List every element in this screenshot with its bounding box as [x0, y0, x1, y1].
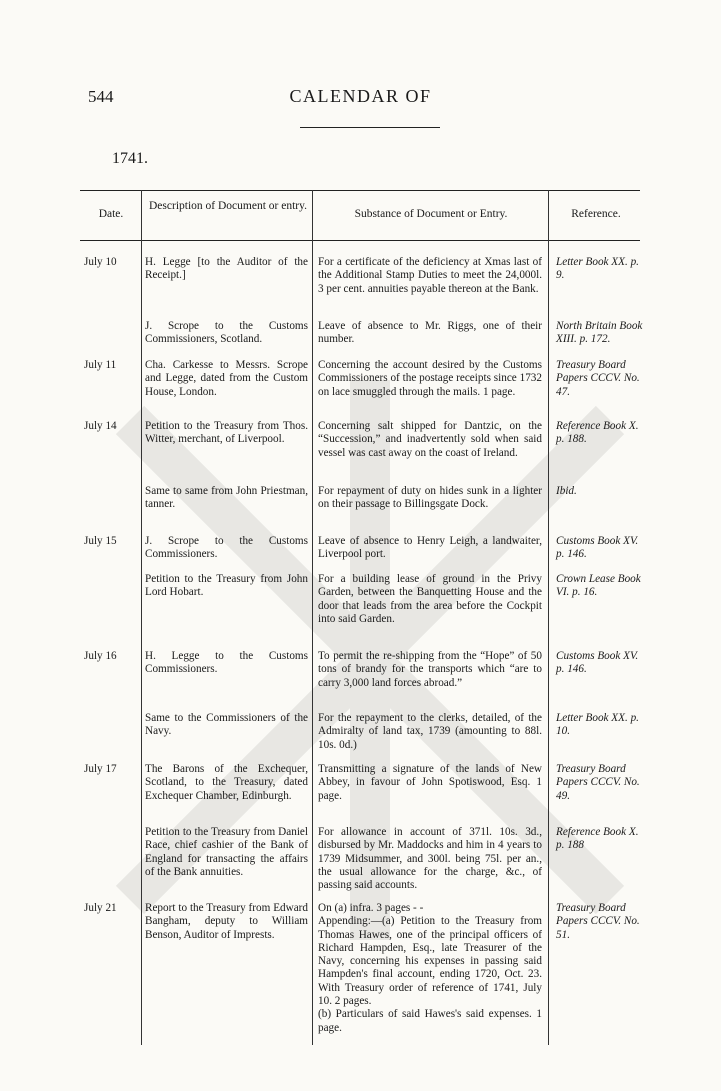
substance-line: Concerning salt shipped for Dantzic, on the “Succession,” and inadvertently sold when said vessel was cast away on the coast of Ireland. [318, 420, 542, 459]
row-description: H. Legge to the Customs Commissioners. [145, 650, 308, 676]
page-number: 544 [88, 87, 114, 106]
substance-line: (b) Particulars of said Hawes's said expenses. 1 page. [318, 1008, 542, 1034]
row-description: Report to the Treasury from Edward Bangham, deputy to William Benson, Auditor of Imprests. [145, 902, 308, 941]
row-substance [318, 763, 542, 803]
row-substance [318, 320, 542, 347]
row-date: July 11 [84, 359, 117, 371]
substance-line: Transmitting a signature of the lands of New Abbey, in favour of John Spotiswood, Esq. 1 page. [318, 763, 542, 802]
column-header-reference: Reference. [571, 208, 621, 220]
row-date: July 16 [84, 650, 117, 662]
row-substance [318, 712, 542, 752]
substance-line: Concerning the account desired by the Customs Commissioners of the postage receipts since 1732 on lace smuggled through the mails. 1 page. [318, 359, 542, 398]
row-reference: Treasury Board Papers CCCV. No. 47. [556, 359, 640, 398]
table-top-rule [80, 190, 640, 191]
row-reference: Reference Book X. p. 188 [556, 826, 639, 852]
title-rule [300, 127, 440, 128]
row-substance [318, 650, 542, 690]
row-substance [318, 256, 542, 296]
row-substance [318, 420, 542, 460]
row-description: Same to the Commissioners of the Navy. [145, 712, 308, 738]
row-reference: Customs Book XV. p. 146. [556, 650, 639, 676]
row-substance [318, 485, 542, 512]
substance-line: Leave of absence to Henry Leigh, a landwaiter, Liverpool port. [318, 535, 542, 561]
row-date: July 14 [84, 420, 117, 432]
row-description: J. Scrope to the Customs Commissioners. [145, 535, 308, 561]
row-date: July 10 [84, 256, 117, 268]
row-description: Same to same from John Priestman, tanner. [145, 485, 308, 511]
column-divider [141, 190, 142, 1045]
substance-line: For repayment of duty on hides sunk in a lighter on their passage to Billingsgate Dock. [318, 485, 542, 511]
row-description: Petition to the Treasury from Daniel Race, chief cashier of the Bank of England for transacting the affairs of the Bank annuities. [145, 826, 308, 878]
row-date: July 21 [84, 902, 117, 914]
substance-line: For allowance in account of 371l. 10s. 3d., disbursed by Mr. Maddocks and him in 4 years to 1739 Midsummer, and 300l. being 75l. per an., the usual allowance for the charge, &c., of passing said accounts. [318, 826, 542, 892]
row-date: July 17 [84, 763, 117, 775]
row-description: H. Legge [to the Auditor of the Receipt.] [145, 256, 308, 282]
row-substance [318, 535, 542, 562]
running-title: CALENDAR OF [289, 86, 432, 106]
substance-line: To permit the re-shipping from the “Hope” of 50 tons of brandy for the transports which “are to carry 3,000 land forces abroad.” [318, 650, 542, 689]
row-reference: Reference Book X. p. 188. [556, 420, 639, 446]
row-reference: Letter Book XX. p. 10. [556, 712, 639, 738]
column-header-substance: Substance of Document or Entry. [354, 208, 508, 220]
substance-line: Appending:—(a) Petition to the Treasury from Thomas Hawes, one of the principal officers of Richard Hampden, Esq., late Treasurer of the Navy, concerning his expenses in passing said Hampden's final account, ending 1720, Oct. 23. With Treasury order of reference of 1741, July 10. 2 pages. [318, 915, 542, 1008]
substance-line: On (a) infra. 3 pages - - [318, 902, 424, 914]
row-date: July 15 [84, 535, 117, 547]
row-reference: Letter Book XX. p. 9. [556, 256, 639, 282]
year-heading: 1741. [112, 150, 148, 167]
row-reference: Treasury Board Papers CCCV. No. 51. [556, 902, 640, 941]
column-divider [312, 190, 313, 1045]
substance-line: For a certificate of the deficiency at Xmas last of the Additional Stamp Duties to meet the 24,000l. 3 per cent. annuities payable thereon at the Bank. [318, 256, 542, 295]
row-reference: Treasury Board Papers CCCV. No. 49. [556, 763, 640, 802]
row-reference: North Britain Book XIII. p. 172. [556, 320, 643, 346]
substance-line: For the repayment to the clerks, detailed, of the Admiralty of land tax, 1739 (amounting to 88l. 10s. 0d.) [318, 712, 542, 751]
row-description: Petition to the Treasury from Thos. Witter, merchant, of Liverpool. [145, 420, 308, 446]
column-divider [548, 190, 549, 1045]
row-description: Petition to the Treasury from John Lord Hobart. [145, 573, 308, 599]
row-substance [318, 902, 542, 1035]
row-description: Cha. Carkesse to Messrs. Scrope and Legge, dated from the Custom House, London. [145, 359, 308, 398]
row-reference: Ibid. [556, 485, 577, 497]
table-header-rule [80, 240, 640, 241]
substance-line: For a building lease of ground in the Privy Garden, between the Banquetting House and the door that leads from the area before the Cockpit into said Garden. [318, 573, 542, 625]
substance-line: Leave of absence to Mr. Riggs, one of their number. [318, 320, 542, 346]
column-header-description: Description of Document or entry. [149, 200, 307, 212]
row-description: The Barons of the Exchequer, Scotland, to the Treasury, dated Exchequer Chamber, Edinburgh. [145, 763, 308, 802]
row-description: J. Scrope to the Customs Commissioners, Scotland. [145, 320, 308, 346]
column-header-date: Date. [98, 208, 124, 220]
row-substance [318, 573, 542, 626]
row-reference: Crown Lease Book VI. p. 16. [556, 573, 641, 599]
row-reference: Customs Book XV. p. 146. [556, 535, 639, 561]
row-substance [318, 826, 542, 892]
row-substance [318, 359, 542, 399]
